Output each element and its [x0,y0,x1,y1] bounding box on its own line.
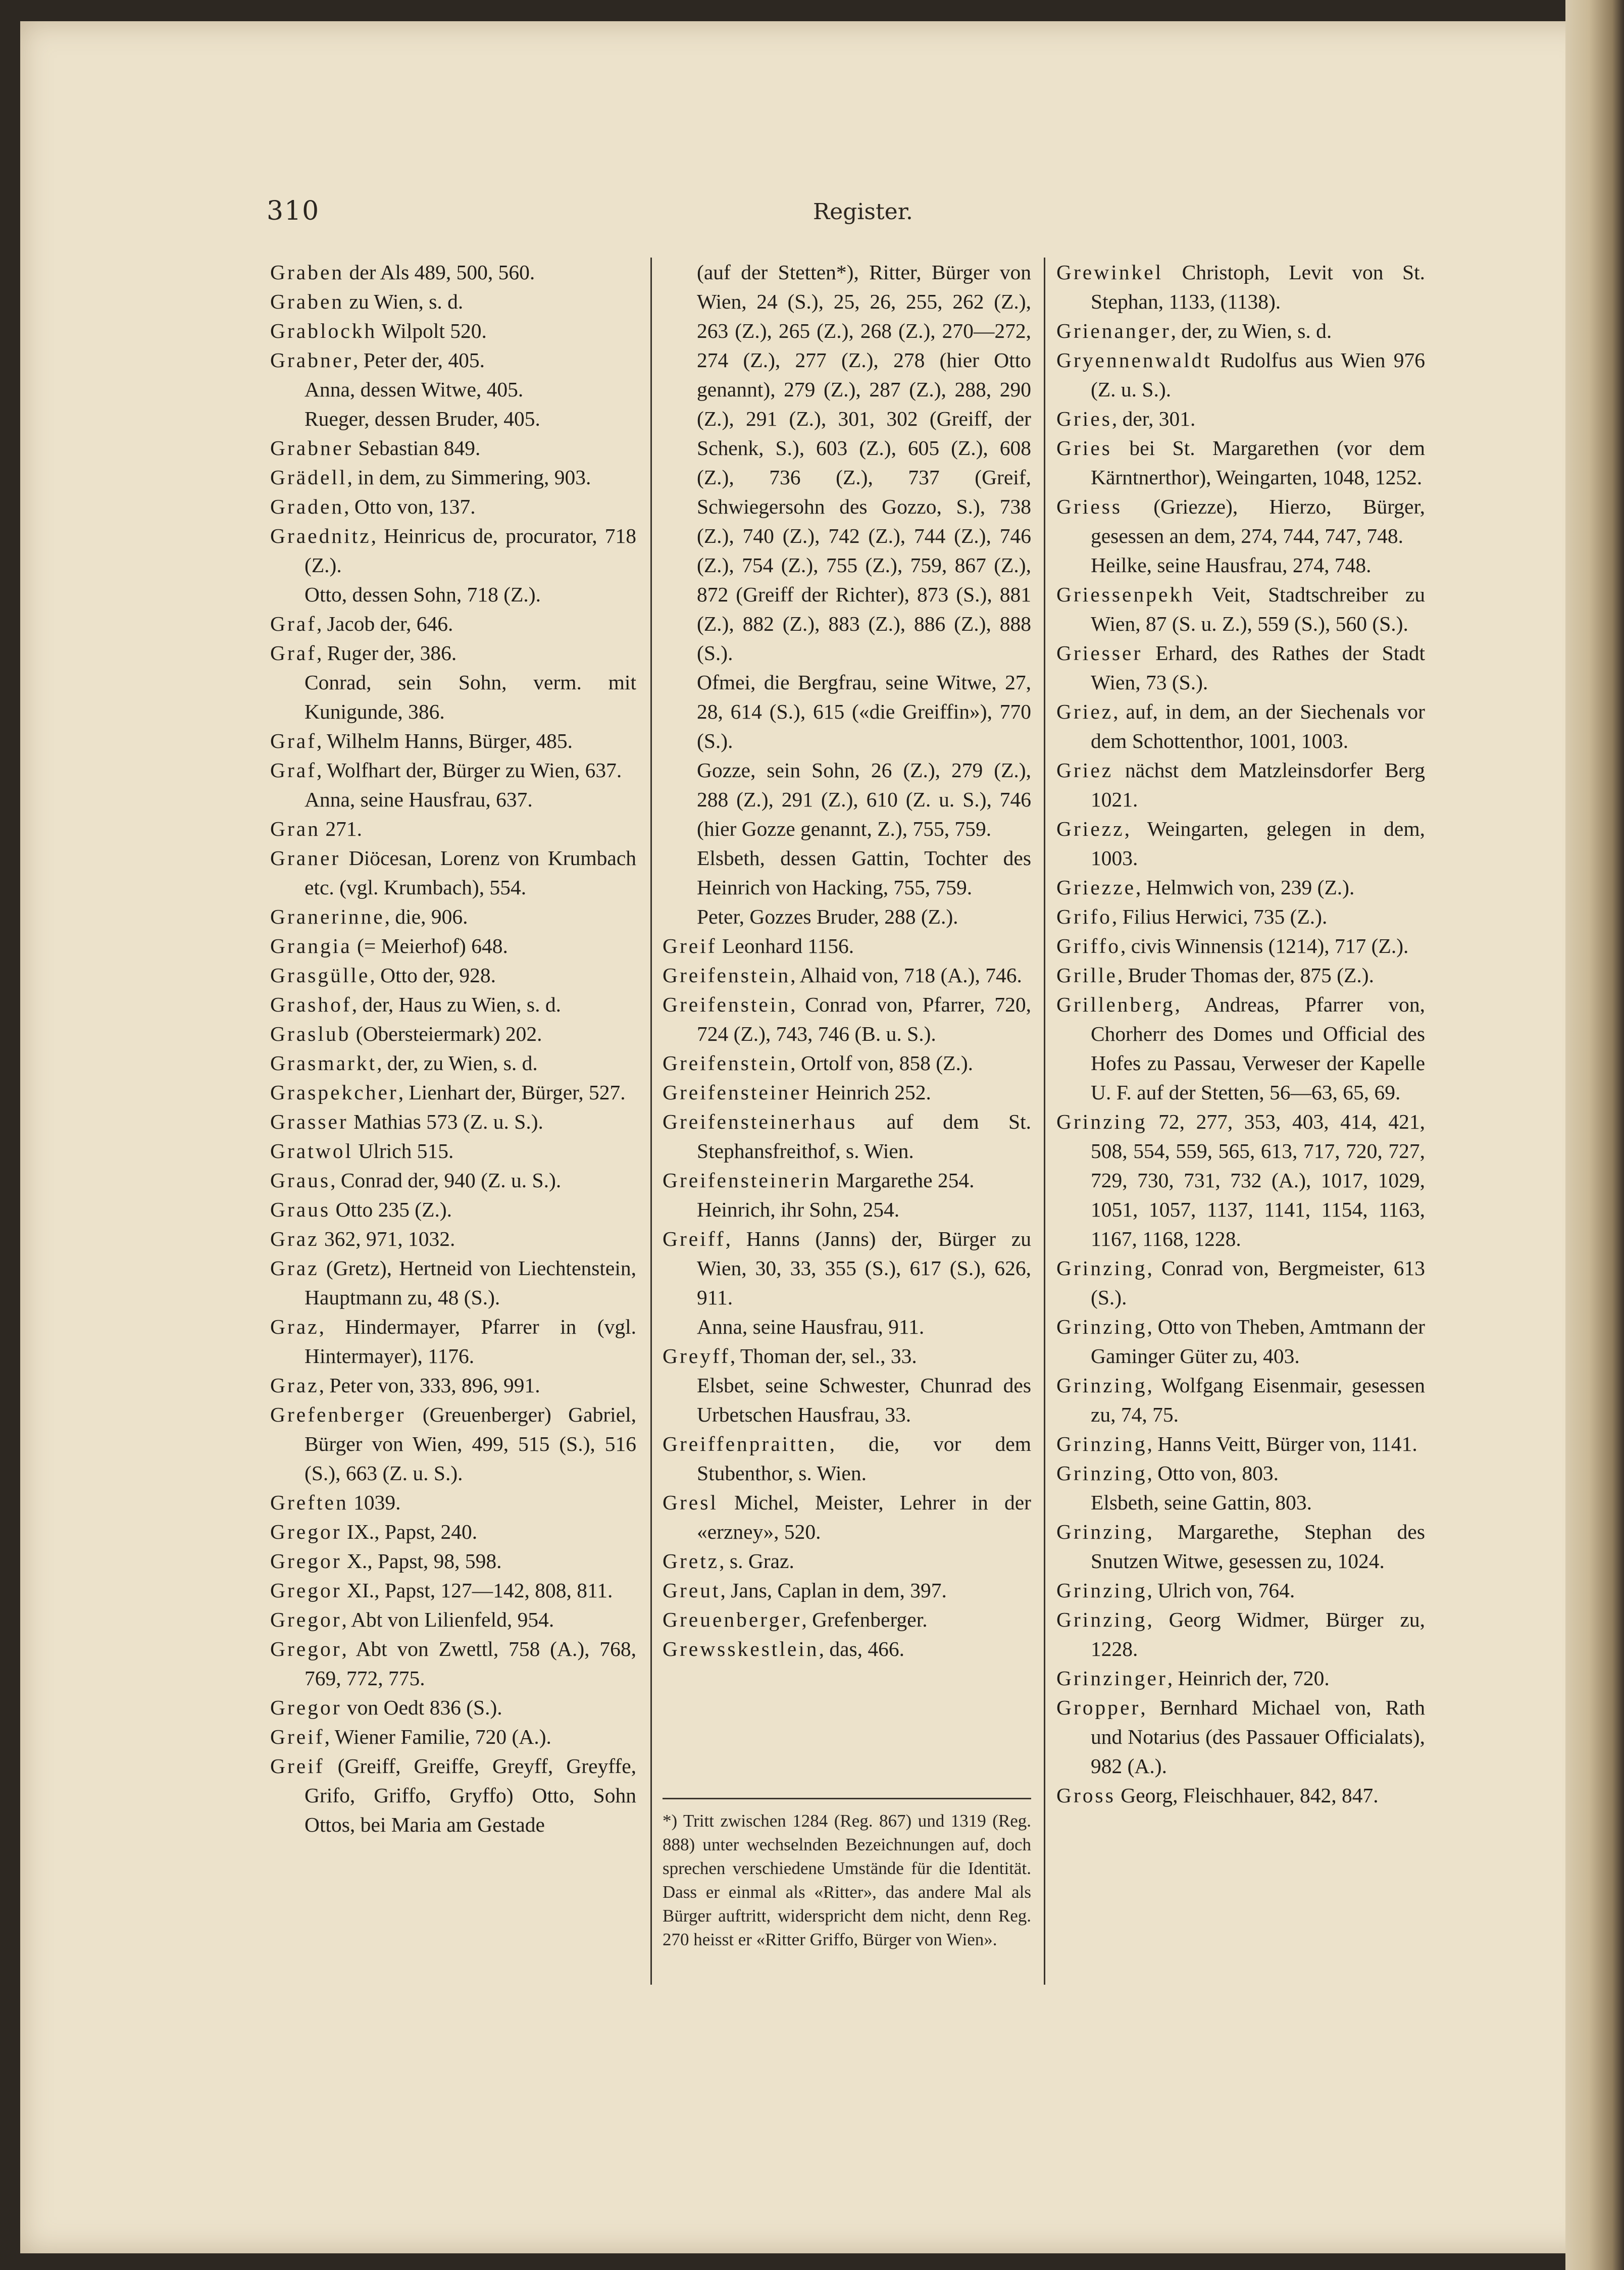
entry-headword: Grinzing [1056,1608,1147,1631]
register-entry [1056,1458,1425,1488]
entry-headword: Grefenberger [270,1403,406,1426]
entry-text: Erhard, des Rathes der Stadt Wien, 73 (S.). [1091,641,1425,694]
entry-text: Heilke, seine Hausfrau, 274, 748. [1091,553,1372,577]
entry-headword: Grinzing [1056,1110,1147,1133]
register-subentry [663,843,1031,902]
entry-text: , Weingarten, gelegen in dem, 1003. [1091,817,1425,870]
entry-text: , Heinricus de, procurator, 718 (Z.). [304,524,636,577]
entry-text: Anna, seine Hausfrau, 637. [304,788,533,811]
entry-text: , Conrad von, Bergmeister, 613 (S.). [1091,1256,1425,1309]
entry-headword: Greifensteinerhaus [663,1110,857,1133]
register-entry [270,1722,636,1751]
entry-headword: Gresl [663,1491,718,1514]
register-entry [270,463,636,492]
entry-text: , der, zu Wien, s. d. [1171,319,1332,342]
entry-text: , Otto von, 137. [344,495,476,518]
entry-text: Margarethe 254. [831,1169,975,1192]
register-entry [663,931,1031,961]
entry-headword: Griess [1056,495,1123,518]
entry-headword: Greut [663,1579,721,1602]
entry-text: , Conrad von, Pfarrer, 720, 724 (Z.), 743, 746 (B. u. S.). [697,993,1031,1045]
register-entry [270,609,636,638]
entry-text: (Greiff, Greiffe, Greyff, Greyffe, Grifo, Griffo, Gryffo) Otto, Sohn Ottos, bei Maria am Gestade [304,1754,636,1836]
register-entry [270,1224,636,1253]
register-entry [270,345,636,375]
register-entry [1056,1576,1425,1605]
entry-headword: Grinzing [1056,1579,1147,1602]
entry-text: , Georg Widmer, Bürger zu, 1228. [1091,1608,1425,1660]
entry-text: Mathias 573 (Z. u. S.). [348,1110,543,1133]
entry-text: Otto, dessen Sohn, 718 (Z.). [304,583,541,606]
entry-text: , Abt von Zwettl, 758 (A.), 768, 769, 772, 775. [304,1637,636,1690]
entry-headword: Griesser [1056,641,1143,665]
register-entry [270,755,636,785]
entry-headword: Grasgülle [270,964,370,987]
footnote: *) Tritt zwischen 1284 (Reg. 867) und 1319 (Reg. 888) unter wechselnden Bezeichnungen auf, doch sprechen verschiedene Umstände für die Identität. Dass er einmal als «Ritter», das andere Mal als Bürger auftritt, widerspricht dem nicht, denn Reg. 270 heisst er «Ritter Griffo, Bürger von Wien». [663,1811,1031,1949]
register-entry [270,1488,636,1517]
register-entry [270,521,636,580]
entry-headword: Grangia [270,934,352,957]
register-entry [270,258,636,287]
register-entry [1056,433,1425,492]
entry-text: , der, 301. [1111,407,1196,430]
register-subentry [663,668,1031,755]
entry-text: , Alhaid von, 718 (A.), 746. [790,964,1022,987]
entry-headword: Grinzing [1056,1256,1147,1280]
entry-headword: Graf [270,759,317,782]
entry-headword: Gran [270,817,320,840]
register-entry [663,1224,1031,1312]
register-entry [270,1517,636,1546]
entry-text: , Otto der, 928. [370,964,496,987]
entry-headword: Grasser [270,1110,348,1133]
entry-headword: Graednitz [270,524,371,547]
register-entry [1056,961,1425,990]
entry-text: , Wiener Familie, 720 (A.). [324,1725,551,1748]
register-entry [1056,755,1425,814]
entry-headword: Gries [1056,407,1112,430]
entry-headword: Griez [1056,759,1113,782]
entry-headword: Grabner [270,348,353,372]
entry-headword: Greiff [663,1227,726,1250]
register-entry [270,1019,636,1048]
register-subentry [1056,550,1425,580]
entry-headword: Greyff [663,1344,730,1368]
register-subentry [270,668,636,726]
entry-headword: Grinzinger [1056,1667,1168,1690]
entry-text: , Hanns (Janns) der, Bürger zu Wien, 30, 33, 355 (S.), 617 (S.), 626, 911. [697,1227,1031,1309]
entry-headword: Griezz [1056,817,1125,840]
entry-headword: Graner [270,846,341,870]
footnote-rule [663,1798,1031,1799]
entry-headword: Gross [1056,1784,1115,1807]
register-entry [663,990,1031,1048]
entry-headword: Grewinkel [1056,261,1163,284]
entry-headword: Grinzing [1056,1520,1147,1543]
entry-text: , der, Haus zu Wien, s. d. [351,993,561,1016]
register-entry [270,1605,636,1634]
register-entry [1056,697,1425,755]
entry-headword: Gregor [270,1520,342,1543]
entry-headword: Grablockh [270,319,377,342]
register-entry [270,1546,636,1576]
entry-headword: Greifensteinerin [663,1169,831,1192]
entry-text: , Abt von Lilienfeld, 954. [341,1608,554,1631]
entry-headword: Gregor [270,1696,342,1719]
entry-text: IX., Papst, 240. [341,1520,478,1543]
entry-text: Peter, Gozzes Bruder, 288 (Z.). [697,905,958,928]
register-subentry [1056,1488,1425,1517]
entry-headword: Greif [270,1754,325,1778]
register-entry [270,316,636,345]
entry-text: bei St. Margarethen (vor dem Kärntnerthor), Weingarten, 1048, 1252. [1091,436,1425,489]
entry-text: Heinrich 252. [810,1081,931,1104]
register-entry [1056,638,1425,697]
entry-text: Conrad, sein Sohn, verm. mit Kunigunde, 386. [304,671,636,723]
register-entry [270,1166,636,1195]
register-entry [270,814,636,843]
entry-text: , Bruder Thomas der, 875 (Z.). [1117,964,1374,987]
entry-text: XI., Papst, 127—142, 808, 811. [341,1579,613,1602]
entry-headword: Graden [270,495,344,518]
column-divider [650,258,652,1985]
entry-headword: Grinzing [1056,1461,1147,1485]
entry-text: von Oedt 836 (S.). [341,1696,502,1719]
register-entry [270,931,636,961]
register-entry [663,1429,1031,1488]
entry-text: , Lienhart der, Bürger, 527. [398,1081,626,1104]
entry-text: , Conrad der, 940 (Z. u. S.). [330,1169,562,1192]
entry-text: , Peter von, 333, 896, 991. [319,1374,540,1397]
entry-headword: Greifenstein [663,993,791,1016]
register-entry [270,1107,636,1136]
entry-headword: Griessenpekh [1056,583,1195,606]
register-entry [663,961,1031,990]
register-entry [270,1195,636,1224]
register-entry [1056,580,1425,638]
entry-text: Ulrich 515. [353,1139,454,1163]
entry-headword: Grinzing [1056,1432,1147,1455]
entry-text: nächst dem Matzleinsdorfer Berg 1021. [1091,759,1425,811]
register-entry [270,1751,636,1839]
entry-text: , Wolfhart der, Bürger zu Wien, 637. [317,759,622,782]
register-entry [270,492,636,521]
entry-headword: Greifensteiner [663,1081,811,1104]
register-entry [663,1488,1031,1546]
register-entry [1056,1663,1425,1693]
entry-headword: Graus [270,1169,331,1192]
entry-text: Leonhard 1156. [717,934,854,957]
entry-headword: Gretz [663,1549,720,1573]
page-number: 310 [267,196,320,226]
entry-text: (Greuenberger) Gabriel, Bürger von Wien, 499, 515 (S.), 516 (S.), 663 (Z. u. S.). [304,1403,636,1485]
register-entry [663,1605,1031,1634]
entry-headword: Graf [270,612,317,635]
entry-text: , Jacob der, 646. [317,612,453,635]
register-entry [1056,1253,1425,1312]
entry-text: (auf der Stetten*), Ritter, Bürger von Wien, 24 (S.), 25, 26, 255, 262 (Z.), 263 (Z.), 265 (Z.), 268 (Z.), 270—272, 274 (Z.), 277 (Z.), 278 (hier Otto genannt), 279 (Z.), 287 (Z.), 288, 290 (Z.), 291 (Z.), 301, 302 (Greiff, der Schenk, S.), 603 (Z.), 605 (Z.), 608 (Z.), 736 (Z.), 737 (Greif, Schwiegersohn des Gozzo, S.), 738 (Z.), 740 (Z.), 742 (Z.), 744 (Z.), 746 (Z.), 754 (Z.), 755 (Z.), 759, 867 (Z.), 872 (Greiff der Richter), 873 (S.), 881 (Z.), 882 (Z.), 883 (Z.), 886 (Z.), 888 (S.). [697,261,1031,665]
register-entry [663,1078,1031,1107]
entry-headword: Grasmarkt [270,1051,377,1075]
running-title: Register. [813,199,913,225]
entry-text: Ofmei, die Bergfrau, seine Witwe, 27, 28, 614 (S.), 615 («die Greiffin»), 770 (S.). [697,671,1031,752]
entry-text: , Ulrich von, 764. [1147,1579,1295,1602]
register-entry [1056,258,1425,316]
entry-headword: Grabner [270,436,353,460]
register-entry [270,843,636,902]
register-subentry [270,375,636,404]
register-entry [1056,1517,1425,1576]
entry-text: , Ortolf von, 858 (Z.). [790,1051,974,1075]
entry-text: Georg, Fleischhauer, 842, 847. [1115,1784,1379,1807]
entry-text: Christoph, Levit von St. Stephan, 1133, (1138). [1091,261,1425,313]
register-entry [270,902,636,931]
entry-text: (Griezze), Hierzo, Bürger, gesessen an dem, 274, 744, 747, 748. [1091,495,1425,547]
entry-headword: Graus [270,1198,331,1221]
entry-headword: Gregor [270,1608,342,1631]
entry-text: 1039. [348,1491,401,1514]
column-divider [1044,258,1045,1985]
entry-headword: Grädell [270,466,347,489]
register-entry [1056,1429,1425,1458]
entry-text: , Ruger der, 386. [317,641,457,665]
entry-headword: Greif [270,1725,325,1748]
register-entry [270,638,636,668]
entry-text: Veit, Stadtschreiber zu Wien, 87 (S. u. Z.), 559 (S.), 560 (S.). [1091,583,1425,635]
entry-text: zu Wien, s. d. [344,290,464,313]
register-subentry [270,404,636,433]
register-subentry [270,580,636,609]
entry-headword: Grinzing [1056,1315,1147,1338]
entry-text: (= Meierhof) 648. [351,934,508,957]
register-entry [270,1400,636,1488]
register-column-3 [1056,258,1425,1810]
entry-headword: Greften [270,1491,348,1514]
register-entry [663,258,1031,668]
entry-headword: Gratwol [270,1139,353,1163]
register-entry [1056,1107,1425,1253]
entry-headword: Graf [270,641,317,665]
register-subentry [663,1371,1031,1429]
register-entry [270,1693,636,1722]
entry-text: auf dem St. Stephansfreithof, s. Wien. [697,1110,1031,1163]
register-subentry [663,1312,1031,1341]
entry-headword: Grille [1056,964,1118,987]
register-entry [270,1576,636,1605]
entry-text: , Wolfgang Eisenmair, gesessen zu, 74, 75. [1091,1374,1425,1426]
register-entry [1056,990,1425,1107]
entry-headword: Griffo [1056,934,1121,957]
entry-headword: Gries [1056,436,1112,460]
register-entry [663,1166,1031,1195]
register-entry [663,1341,1031,1371]
entry-text: , Thoman der, sel., 33. [730,1344,917,1368]
register-subentry [663,755,1031,843]
entry-text: Gozze, sein Sohn, 26 (Z.), 279 (Z.), 288 (Z.), 291 (Z.), 610 (Z. u. S.), 746 (hier Gozze genannt, Z.), 755, 759. [697,759,1031,840]
register-entry [1056,404,1425,433]
entry-text: Anna, dessen Witwe, 405. [304,378,524,401]
entry-text: Otto 235 (Z.). [330,1198,452,1221]
entry-headword: Graz [270,1374,319,1397]
register-entry [270,1048,636,1078]
register-subentry [663,902,1031,931]
entry-text: , Peter der, 405. [352,348,485,372]
entry-headword: Gropper [1056,1696,1141,1719]
entry-text: , s. Graz. [719,1549,794,1573]
entry-text: Diöcesan, Lorenz von Krumbach etc. (vgl. Krumbach), 554. [304,846,636,899]
entry-text: , Jans, Caplan in dem, 397. [720,1579,947,1602]
entry-text: , Hindermayer, Pfarrer in (vgl. Hintermayer), 1176. [304,1315,636,1368]
entry-headword: Granerinne [270,905,385,928]
entry-text: , Heinrich der, 720. [1167,1667,1330,1690]
register-subentry [663,1195,1031,1224]
entry-headword: Grinzing [1056,1374,1147,1397]
entry-headword: Greiffenpraitten [663,1432,830,1455]
entry-text: Anna, seine Hausfrau, 911. [697,1315,925,1338]
entry-text: 362, 971, 1032. [319,1227,455,1250]
entry-text: X., Papst, 98, 598. [341,1549,502,1573]
entry-headword: Graslub [270,1022,351,1045]
entry-headword: Gregor [270,1637,342,1660]
entry-text: , Andreas, Pfarrer von, Chorherr des Domes und Official des Hofes zu Passau, Verweser der Kapelle U. F. auf der Stetten, 56—63, 65, 69. [1091,993,1425,1104]
register-entry [270,1253,636,1312]
register-entry [270,726,636,755]
register-entry [1056,931,1425,961]
register-entry [1056,492,1425,550]
register-entry [270,990,636,1019]
entry-headword: Griezze [1056,876,1136,899]
register-entry [663,1576,1031,1605]
register-entry [663,1107,1031,1166]
entry-headword: Griez [1056,700,1113,723]
register-entry [1056,1312,1425,1371]
register-entry [1056,1605,1425,1663]
entry-text: der Als 489, 500, 560. [344,261,535,284]
register-entry [663,1546,1031,1576]
entry-text: Rudolfus aus Wien 976 (Z. u. S.). [1091,348,1425,401]
entry-text: , Helmwich von, 239 (Z.). [1136,876,1355,899]
register-entry [270,1312,636,1371]
entry-headword: Graz [270,1315,319,1338]
entry-text: , Bernhard Michael von, Rath und Notarius (des Passauer Officialats), 982 (A.). [1091,1696,1425,1778]
register-entry [270,433,636,463]
entry-text: Elsbeth, seine Gattin, 803. [1091,1491,1312,1514]
register-entry [1056,814,1425,873]
register-entry [1056,345,1425,404]
entry-text: , Otto von, 803. [1147,1461,1279,1485]
book-spine-shadow [1565,0,1624,2270]
register-entry [270,1078,636,1107]
entry-headword: Graben [270,290,344,313]
entry-headword: Gregor [270,1579,342,1602]
entry-text: , civis Winnensis (1214), 717 (Z.). [1120,934,1409,957]
entry-text: (Gretz), Hertneid von Liechtenstein, Hauptmann zu, 48 (S.). [304,1256,636,1309]
entry-text: 72, 277, 353, 403, 414, 421, 508, 554, 559, 565, 613, 717, 720, 727, 729, 730, 731, 732 (A.), 1017, 1029, 1051, 1057, 1137, 1141, 1154, 1163, 1167, 1168, 1228. [1091,1110,1425,1250]
entry-text: , auf, in dem, an der Siechenals vor dem Schottenthor, 1001, 1003. [1091,700,1425,752]
entry-text: , Otto von Theben, Amtmann der Gaminger Güter zu, 403. [1091,1315,1425,1368]
register-entry [1056,1371,1425,1429]
entry-headword: Graben [270,261,344,284]
register-entry [1056,902,1425,931]
entry-text: Michel, Meister, Lehrer in der «erzney», 520. [697,1491,1031,1543]
entry-text: , der, zu Wien, s. d. [377,1051,538,1075]
register-entry [663,1048,1031,1078]
entry-headword: Graz [270,1227,319,1250]
page-header [0,196,1624,231]
entry-text: , Hanns Veitt, Bürger von, 1141. [1147,1432,1417,1455]
entry-text: , Wilhelm Hanns, Bürger, 485. [317,729,573,752]
register-column-2 [663,258,1031,1663]
register-entry [663,1634,1031,1663]
register-entry [1056,1781,1425,1810]
entry-text: , die, 906. [384,905,468,928]
entry-text: , Filius Herwici, 735 (Z.). [1111,905,1328,928]
register-entry [270,287,636,316]
register-column-1 [270,258,636,1839]
entry-text: Rueger, dessen Bruder, 405. [304,407,540,430]
entry-headword: Grienanger [1056,319,1171,342]
register-entry [270,1371,636,1400]
register-entry [270,1634,636,1693]
entry-headword: Gregor [270,1549,342,1573]
entry-text: Sebastian 849. [352,436,481,460]
register-subentry [270,785,636,814]
entry-headword: Grifo [1056,905,1112,928]
entry-text: Elsbet, seine Schwester, Chunrad des Urbetschen Hausfrau, 33. [697,1374,1031,1426]
entry-headword: Greif [663,934,717,957]
entry-text: 271. [320,817,362,840]
entry-headword: Greifenstein [663,1051,791,1075]
entry-headword: Graspekcher [270,1081,398,1104]
entry-headword: Graz [270,1256,319,1280]
entry-headword: Graf [270,729,317,752]
entry-headword: Grillenberg [1056,993,1175,1016]
entry-headword: Gryennenwaldt [1056,348,1212,372]
register-entry [1056,316,1425,345]
entry-text: , in dem, zu Simmering, 903. [347,466,591,489]
register-entry [1056,873,1425,902]
register-entry [1056,1693,1425,1781]
entry-text: , Grefenberger. [801,1608,928,1631]
entry-text: , die, vor dem Stubenthor, s. Wien. [697,1432,1031,1485]
entry-headword: Grewsskestlein [663,1637,819,1660]
register-entry [270,1136,636,1166]
entry-text: Elsbeth, dessen Gattin, Tochter des Heinrich von Hacking, 755, 759. [697,846,1031,899]
entry-text: , Margarethe, Stephan des Snutzen Witwe, gesessen zu, 1024. [1091,1520,1425,1573]
entry-text: Wilpolt 520. [377,319,487,342]
entry-headword: Greifenstein [663,964,791,987]
entry-headword: Grashof [270,993,352,1016]
entry-headword: Greuenberger [663,1608,802,1631]
entry-text: , das, 466. [819,1637,905,1660]
entry-text: Heinrich, ihr Sohn, 254. [697,1198,900,1221]
entry-text: (Obersteiermark) 202. [350,1022,542,1045]
register-entry [270,961,636,990]
